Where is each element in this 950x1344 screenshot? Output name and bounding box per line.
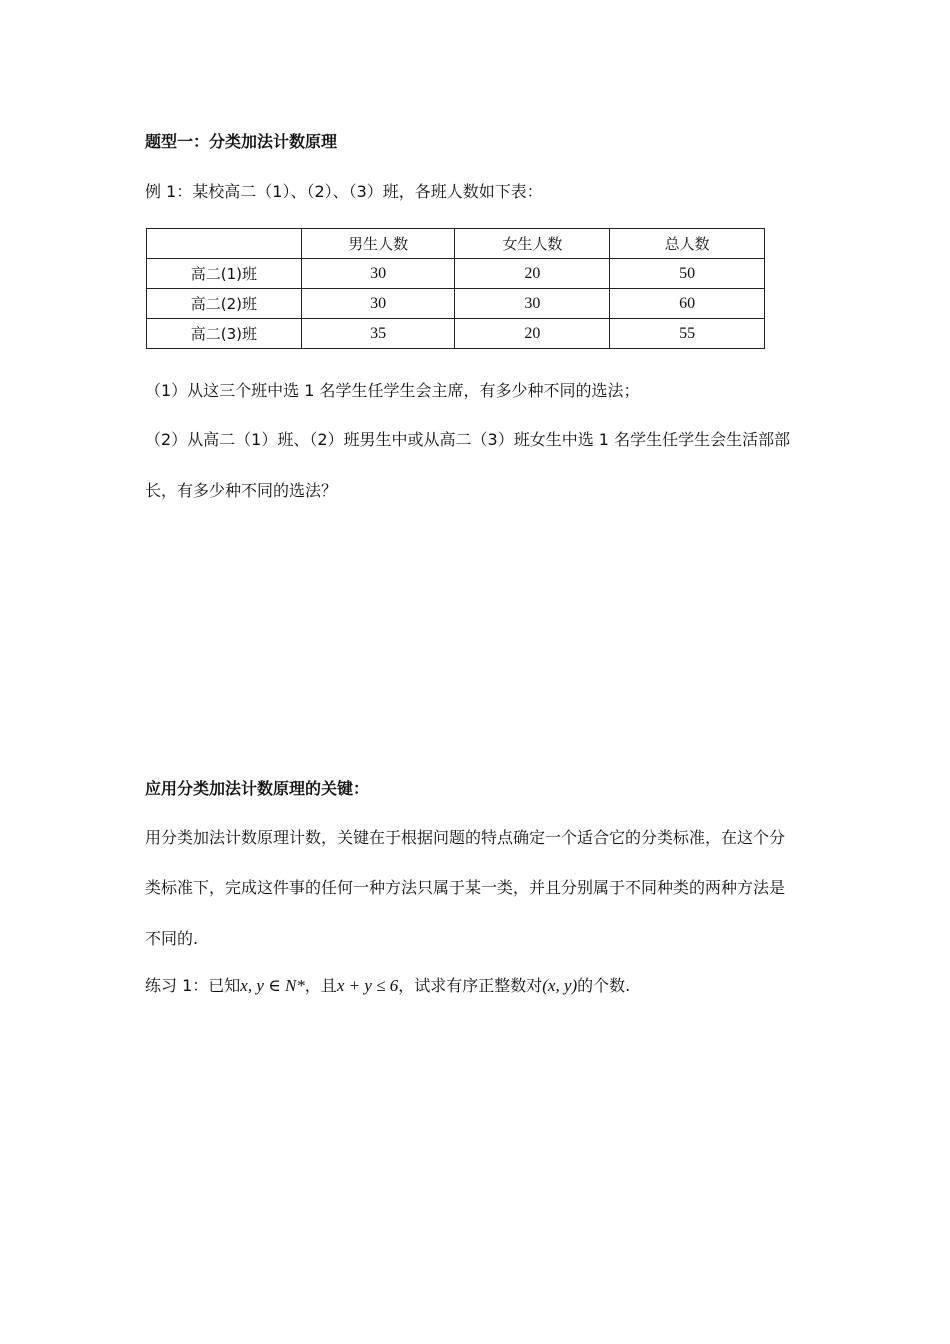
question-2-line1: （2）从高二（1）班、（2）班男生中或从高二（3）班女生中选 1 名学生任学生会生活部部 xyxy=(145,430,791,449)
exercise-connector: ，且 xyxy=(304,976,337,995)
key-heading: 应用分类加法计数原理的关键： xyxy=(145,779,370,798)
exercise-suffix: 的个数. xyxy=(577,976,631,995)
math-condition-set: x, y ∈ N* xyxy=(240,976,305,995)
question-1: （1）从这三个班中选 1 名学生任学生会主席，有多少种不同的选法； xyxy=(145,381,640,400)
table-header-cell xyxy=(147,229,302,259)
table-cell-boys: 30 xyxy=(301,259,455,289)
table-header-cell: 男生人数 xyxy=(301,229,455,259)
table-cell-total: 60 xyxy=(610,289,765,319)
question-2-line2: 长，有多少种不同的选法？ xyxy=(145,481,338,500)
math-condition-sum: x + y ≤ 6 xyxy=(336,976,399,995)
table-header-cell: 女生人数 xyxy=(455,229,610,259)
table-header-row xyxy=(147,229,765,259)
table-cell-class: 高二(2)班 xyxy=(147,289,302,319)
section-heading: 题型一：分类加法计数原理 xyxy=(145,132,338,151)
table-cell-girls: 20 xyxy=(455,319,610,349)
table-row xyxy=(147,259,765,289)
class-stats-table xyxy=(146,228,765,349)
table-cell-class: 高二(3)班 xyxy=(147,319,302,349)
exercise-connector-2: ，试求有序正整数对 xyxy=(398,976,543,995)
exercise-1 xyxy=(145,975,630,997)
table-cell-girls: 20 xyxy=(455,259,610,289)
table-cell-boys: 35 xyxy=(301,319,455,349)
table-cell-class: 高二(1)班 xyxy=(147,259,302,289)
table-row xyxy=(147,289,765,319)
key-text-line3: 不同的. xyxy=(145,929,199,948)
exercise-prefix: 练习 1：已知 xyxy=(145,976,241,995)
key-text-line2: 类标准下，完成这件事的任何一种方法只属于某一类，并且分别属于不同种类的两种方法是 xyxy=(145,878,786,897)
math-ordered-pair: (x, y) xyxy=(542,976,578,995)
key-text-line1: 用分类加法计数原理计数，关键在于根据问题的特点确定一个适合它的分类标准，在这个分 xyxy=(145,828,786,847)
example-intro: 例 1：某校高二（1）、（2）、（3）班，各班人数如下表： xyxy=(145,182,543,201)
table-cell-girls: 30 xyxy=(455,289,610,319)
table-cell-boys: 30 xyxy=(301,289,455,319)
table-cell-total: 50 xyxy=(610,259,765,289)
table-row xyxy=(147,319,765,349)
table-cell-total: 55 xyxy=(610,319,765,349)
table-header-cell: 总人数 xyxy=(610,229,765,259)
